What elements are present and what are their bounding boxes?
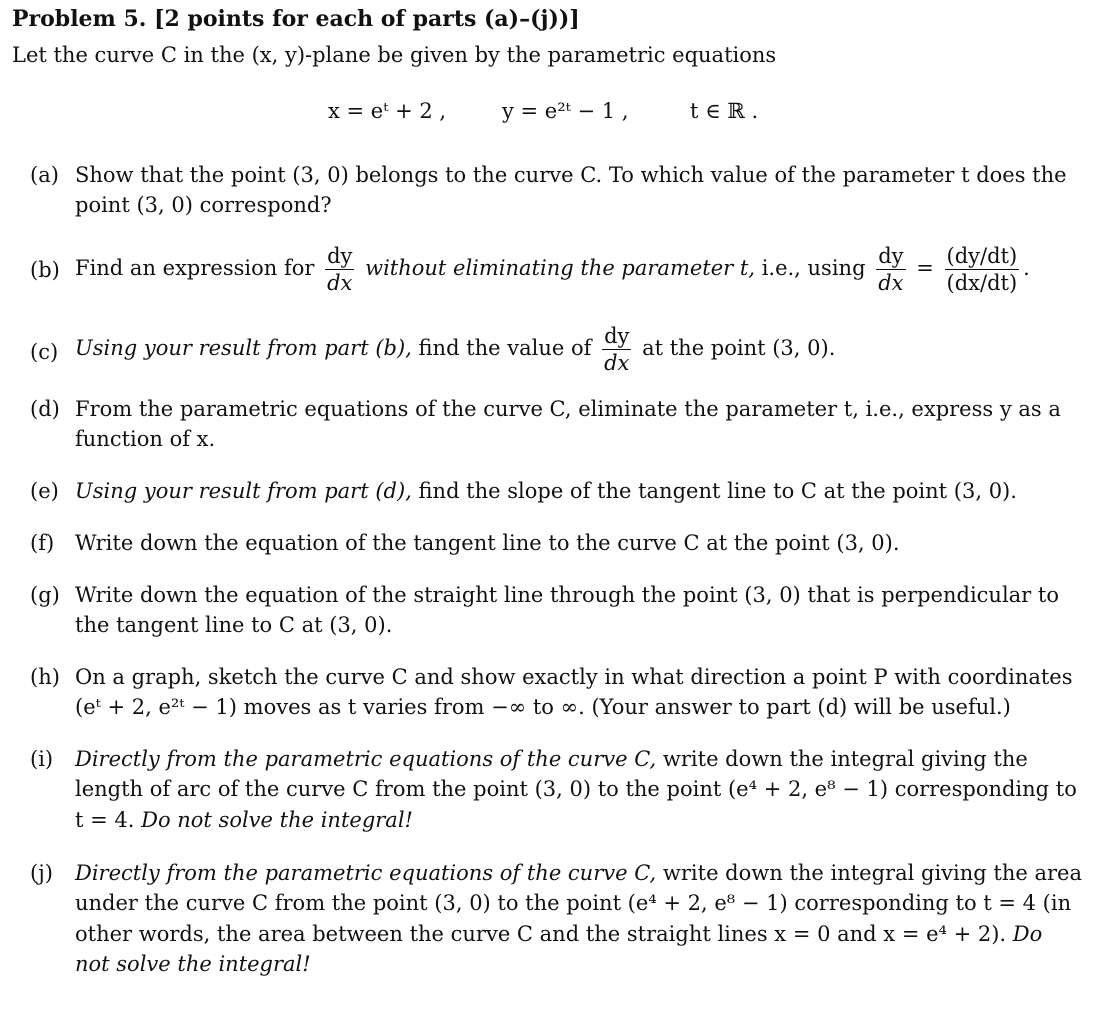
- chain-rule-fraction: $\frac{(dy/dt)}{(dx/dt)}$: [946, 244, 1018, 296]
- part-f: [30, 528, 1082, 558]
- part-a-label: (a): [30, 163, 59, 187]
- dy-dx-fraction-2: $\frac{dy}{dx}$: [878, 244, 904, 296]
- part-i-label: (i): [30, 747, 54, 771]
- part-b-text: Find an expression for $\frac{dy}{dx}$ without eliminating the parameter t, i.e., using $\frac{dy}{dx}$ = $\frac{(dy/dt)}{(dx/dt)}$ .: [75, 244, 1030, 296]
- part-h-label: (h): [30, 665, 60, 689]
- part-b-pre: Find an expression for: [75, 256, 315, 281]
- part-f-text: Write down the equation of the tangent line to the curve C at the point (3, 0).: [75, 531, 900, 555]
- part-e-text: Using your result from part (d), find the slope of the tangent line to C at the point (3, 0).: [75, 479, 1017, 503]
- part-g-label: (g): [30, 583, 60, 607]
- problem-title: Problem 5. [2 points for each of parts (a)–(j))]: [12, 6, 580, 32]
- part-e: [30, 476, 1082, 506]
- equation-x: x = eᵗ + 2 ,: [328, 99, 447, 123]
- part-b-italic: without eliminating the parameter t,: [365, 256, 755, 281]
- part-h-text: On a graph, sketch the curve C and show exactly in what direction a point P with coordinates (eᵗ + 2, e²ᵗ − 1) moves as t varies from −∞ to ∞. (Your answer to part (d) will be useful.): [75, 665, 1073, 720]
- dy-dx-fraction: $\frac{dy}{dx}$: [327, 244, 353, 296]
- part-c-post: at the point (3, 0).: [642, 336, 836, 361]
- part-a-text: Show that the point (3, 0) belongs to the curve C. To which value of the parameter t does the point (3, 0) correspond?: [75, 163, 1067, 218]
- part-i: [30, 744, 1082, 835]
- part-j: [30, 858, 1082, 980]
- equation-t-domain: t ∈ ℝ .: [690, 99, 759, 123]
- part-b-label: (b): [30, 258, 60, 282]
- part-a: [30, 160, 1082, 221]
- part-c-italic: Using your result from part (b),: [75, 336, 412, 361]
- part-i-text: Directly from the parametric equations of the curve C, write down the integral giving the length of arc of the curve C from the point (3, 0) to the point (e⁴ + 2, e⁸ − 1) corresponding to t = 4. Do not solve the integral!: [75, 747, 1077, 832]
- part-f-label: (f): [30, 531, 55, 555]
- dy-dx-fraction-3: $\frac{dy}{dx}$: [604, 324, 630, 376]
- equals-sign: =: [916, 256, 934, 281]
- equation-y: y = e²ᵗ − 1 ,: [502, 99, 629, 123]
- part-e-label: (e): [30, 479, 59, 503]
- problem-intro: Let the curve C in the (x, y)-plane be given by the parametric equations: [12, 43, 777, 67]
- part-c: [30, 324, 1082, 375]
- part-c-label: (c): [30, 340, 59, 364]
- part-g: [30, 580, 1082, 641]
- part-c-text: [75, 324, 1082, 375]
- part-b: [30, 244, 1082, 295]
- part-d-text: From the parametric equations of the curve C, eliminate the parameter t, i.e., express y as a function of x.: [75, 397, 1061, 452]
- part-b-post: i.e., using: [761, 256, 866, 281]
- part-d-label: (d): [30, 397, 60, 421]
- part-c-mid: find the value of: [418, 336, 592, 361]
- part-j-label: (j): [30, 861, 53, 885]
- part-h: [30, 662, 1082, 723]
- part-g-text: Write down the equation of the straight line through the point (3, 0) that is perpendicular to the tangent line to C at (3, 0).: [75, 583, 1059, 638]
- part-j-text: Directly from the parametric equations of the curve C, write down the integral giving the area under the curve C from the point (3, 0) to the point (e⁴ + 2, e⁸ − 1) corresponding to t = 4 (in other words, the area between the curve C and the straight lines x = 0 and x = e⁴ + 2). Do not solve the integral!: [75, 861, 1082, 977]
- part-d: [30, 394, 1082, 455]
